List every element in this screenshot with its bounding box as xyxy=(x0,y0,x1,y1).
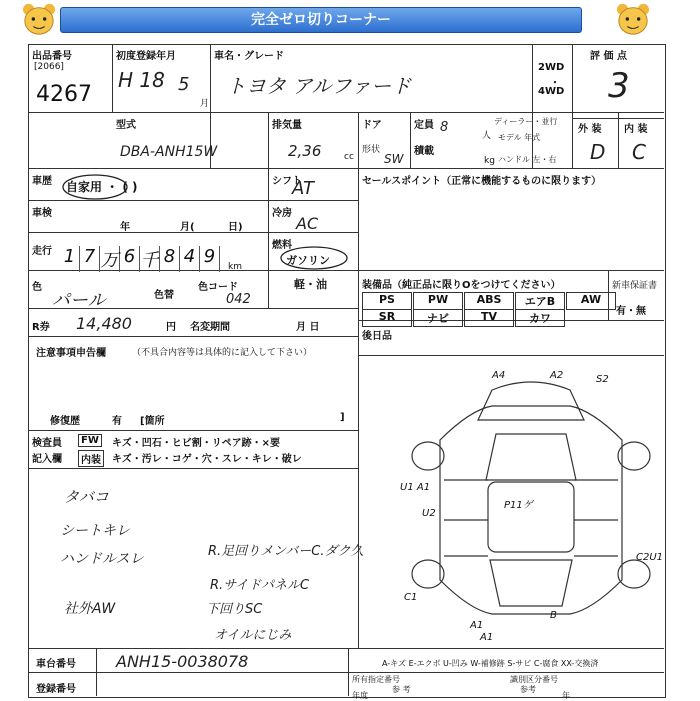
equipment-item: エアB xyxy=(515,292,565,310)
mileage-label: 走行 xyxy=(32,246,52,257)
mileage-digits xyxy=(60,246,220,272)
equipment-item: AW xyxy=(566,292,616,310)
inspector-note: 記入欄 xyxy=(32,454,62,465)
dealer-model-year: モデル 年式 xyxy=(498,133,541,142)
recycle-unit: 円 xyxy=(166,322,176,333)
inspection-label: 車検 xyxy=(32,208,52,219)
registration-month: 5 xyxy=(178,74,190,95)
category-label: 車歴 xyxy=(32,176,52,187)
color-code-label: 色コード xyxy=(198,282,238,293)
color-label: 色 xyxy=(32,282,42,293)
mileage-digit: 1 xyxy=(60,246,80,272)
ext-grade: D xyxy=(590,140,606,164)
damage-mark: U1 A1 xyxy=(400,482,431,493)
damage-mark: U2 xyxy=(422,508,436,519)
model-label: 型式 xyxy=(116,120,136,131)
dealer-label: ディーラー・並行 xyxy=(494,117,558,126)
in-items: キズ・汚レ・コゲ・穴・スレ・キレ・破レ xyxy=(112,454,302,465)
reg-number-label: 登録番号 xyxy=(36,684,76,695)
load-label: 積載 xyxy=(414,146,434,157)
sales-point-label: セールスポイント（正常に機能するものに限ります） xyxy=(362,176,602,187)
recycle-value: 14,480 xyxy=(76,314,132,333)
repair-label: 修復歴 xyxy=(50,416,80,427)
door-shape-label: 形状 xyxy=(362,145,381,155)
legend: A-キズ E-エクボ U-凹み W-補修跡 S-サビ C-腐食 XX-交換済 xyxy=(382,659,599,668)
footer-owner: 所有指定番号 xyxy=(352,675,400,684)
in-label: 内装 xyxy=(78,450,104,467)
footer-year: 年度 xyxy=(352,691,368,700)
inspection-day: 日) xyxy=(228,222,243,233)
damage-mark: P11ゲ xyxy=(504,500,533,511)
mileage-digit: 万 xyxy=(100,246,120,272)
int-grade: C xyxy=(632,140,646,164)
ac-value: AC xyxy=(296,214,319,233)
notes-label: 注意事項申告欄 xyxy=(36,348,106,359)
note-left-4: 社外AW xyxy=(64,601,116,617)
equipment-item: カワ xyxy=(515,309,565,327)
equipment-item: ABS xyxy=(464,292,514,310)
equipment-row-2 xyxy=(362,309,566,327)
footer-year-unit: 年 xyxy=(562,691,570,700)
equipment-item: SR xyxy=(362,309,412,327)
inspection-month: 月( xyxy=(180,222,195,233)
recycle-label: R券 xyxy=(32,322,50,333)
equipment-row-1 xyxy=(362,292,617,310)
fuel-value: ガソリン xyxy=(286,254,330,267)
mileage-digit: 4 xyxy=(180,246,200,272)
warranty-label: 新車保証書 xyxy=(612,281,658,291)
capacity-unit: 人 xyxy=(482,131,492,141)
mileage-digit: 9 xyxy=(200,246,220,272)
lot-sub: [2066] xyxy=(34,62,64,72)
door-shape: SW xyxy=(384,152,404,166)
evaluation-score: 3 xyxy=(608,66,630,106)
car-label: 車名・グレード xyxy=(214,51,284,62)
bear-mascot-icon xyxy=(20,2,58,36)
car-name: トヨタ アルファード xyxy=(226,74,412,98)
damage-mark: A2 xyxy=(550,370,564,381)
name-change-label: 名変期間 xyxy=(190,322,230,333)
model-value: DBA-ANH15W xyxy=(120,144,218,160)
page-title: 完全ゼロ切りコーナー xyxy=(60,7,582,33)
notes-sub: （不具合内容等は具体的に記入して下さい） xyxy=(132,348,313,358)
inspection-year: 年 xyxy=(120,222,130,233)
bear-mascot-icon xyxy=(614,2,652,36)
int-label: 内 装 xyxy=(624,124,648,135)
category-circle-mark xyxy=(60,172,130,202)
capacity-value: 8 xyxy=(440,120,449,135)
shift-value: AT xyxy=(292,178,314,199)
inspector-label: 検査員 xyxy=(32,438,62,449)
note-left-1: タバコ xyxy=(64,488,109,506)
fw-items: キズ・凹石・ヒビ割・リペア跡・×要 xyxy=(112,438,280,449)
footer-class: 識別区分番号 xyxy=(510,675,558,684)
note-left-3: ハンドルスレ xyxy=(60,551,144,567)
dealer-handle: ハンドル 左・右 xyxy=(498,155,557,164)
damage-mark: A4 xyxy=(492,370,506,381)
category-value: 自家用 ・ ( ) xyxy=(66,180,138,194)
lot-number: 4267 xyxy=(36,82,92,107)
registration-label: 初度登録年月 xyxy=(116,51,176,62)
mileage-digit: 8 xyxy=(160,246,180,272)
displacement-label: 排気量 xyxy=(272,120,302,131)
damage-mark: B xyxy=(550,610,557,621)
equipment-item: TV xyxy=(464,309,514,327)
displacement-unit: cc xyxy=(344,152,354,162)
name-change-date: 月 日 xyxy=(296,322,320,333)
damage-mark: A1 xyxy=(480,632,494,643)
capacity-label: 定員 xyxy=(414,120,434,131)
footer-ref: 参 考 xyxy=(392,685,411,694)
fuel-circle-mark xyxy=(278,244,350,272)
evaluation-label: 評 価 点 xyxy=(590,51,627,62)
repair-close: ] xyxy=(340,412,345,423)
damage-mark: C1 xyxy=(404,592,418,603)
ext-label: 外 装 xyxy=(578,124,602,135)
footer-ref-2: 参考 xyxy=(520,685,536,694)
color-change-label: 色替 xyxy=(154,290,174,301)
repair-value: 有 xyxy=(112,416,122,427)
displacement-value: 2,36 xyxy=(288,142,322,160)
note-left-2: シートキレ xyxy=(60,523,130,539)
note-right-1: R.足回りメンバーC.ダク久 xyxy=(208,544,364,559)
equipment-label: 装備品（純正品に限りOをつけてください） xyxy=(362,280,561,291)
ac-label: 冷房 xyxy=(272,208,292,219)
lot-label: 出品番号 xyxy=(32,51,72,62)
diagram-marks xyxy=(400,370,662,646)
fw-label: FW xyxy=(78,434,102,447)
mileage-digit: 7 xyxy=(80,246,100,272)
drive-4wd: 4WD xyxy=(538,86,565,97)
warranty-value: 有・無 xyxy=(616,306,646,317)
damage-mark: A1 xyxy=(470,620,484,631)
load-unit: kg xyxy=(484,156,495,166)
registration-month-unit: 月 xyxy=(200,99,210,109)
note-right-4: オイルにじみ xyxy=(214,628,292,643)
equipment-item: PS xyxy=(362,292,412,310)
drive-2wd: 2WD xyxy=(538,62,565,73)
equipment-item: PW xyxy=(413,292,463,310)
note-right-2: R.サイドパネルC xyxy=(210,578,310,593)
chassis-value: ANH15-0038078 xyxy=(116,652,249,671)
drive-dot: ・ xyxy=(550,78,560,89)
fuel-label: 燃料 xyxy=(272,240,292,251)
fuel-alt: 軽・油 xyxy=(294,278,327,291)
mileage-unit: km xyxy=(228,262,242,272)
shift-label: シフト xyxy=(272,176,302,187)
registration-year: H 18 xyxy=(118,68,165,92)
chassis-label: 車台番号 xyxy=(36,659,76,670)
damage-mark: S2 xyxy=(596,374,609,385)
mileage-digit: 千 xyxy=(140,246,160,272)
mileage-digit: 6 xyxy=(120,246,140,272)
damage-mark: C2U1 xyxy=(636,552,664,563)
color-code: 042 xyxy=(226,292,251,307)
equipment-item: ナビ xyxy=(413,309,463,327)
repair-place: [箇所 xyxy=(140,416,165,427)
color-value: パール xyxy=(52,290,106,311)
door-label: ドア xyxy=(362,120,382,131)
note-right-3: 下回りSC xyxy=(206,602,263,617)
rear-seat-label: 後日品 xyxy=(362,331,392,342)
